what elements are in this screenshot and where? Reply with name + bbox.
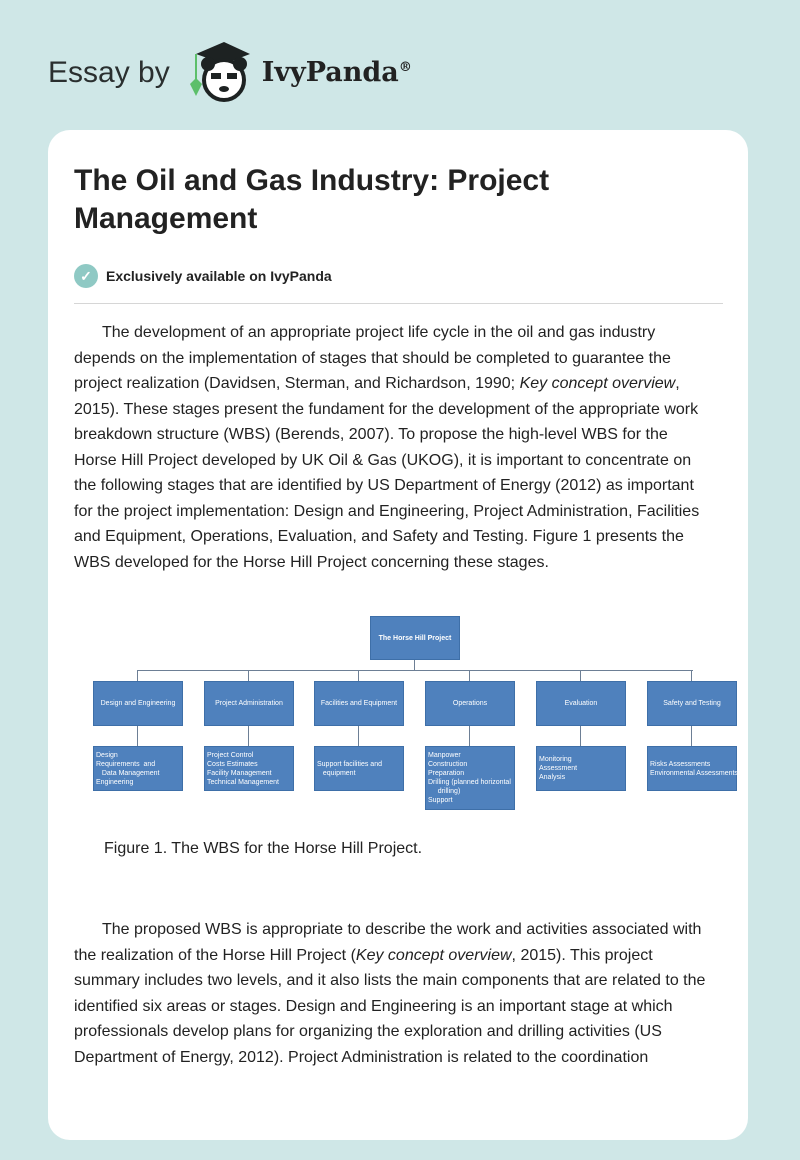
wbs-task-box — [204, 746, 294, 791]
wbs-root-box: The Horse Hill Project — [370, 616, 460, 660]
connector — [248, 670, 249, 681]
wbs-task-item: Design — [96, 751, 118, 759]
connector — [580, 670, 581, 681]
connector — [414, 660, 415, 670]
connector — [137, 670, 138, 681]
wbs-task-box — [314, 746, 404, 791]
wbs-stage-box: Facilities and Equipment — [314, 681, 404, 726]
wbs-stage-box: Operations — [425, 681, 515, 726]
wbs-task-box — [536, 746, 626, 791]
connector — [580, 726, 581, 746]
wbs-task-item: Requirements and — [96, 760, 156, 768]
wbs-task-item: Drilling (planned horizontal — [428, 779, 511, 786]
wbs-task-item: Environmental Assessments — [650, 769, 738, 777]
wbs-task-box — [647, 746, 737, 791]
wbs-stage-box: Project Administration — [204, 681, 294, 726]
wbs-stage-box: Evaluation — [536, 681, 626, 726]
wbs-task-box — [93, 746, 183, 791]
connector — [358, 726, 359, 746]
connector — [691, 726, 692, 746]
figure-caption: Figure 1. The WBS for the Horse Hill Project. — [104, 840, 423, 857]
page-title: The Oil and Gas Industry: Project Management — [74, 164, 550, 235]
connector — [137, 670, 693, 671]
wbs-task-item: Costs Estimates — [207, 760, 258, 768]
wbs-task-item: Project Control — [207, 751, 254, 759]
brand-name: IvyPanda® — [261, 57, 412, 88]
wbs-task-item: Monitoring — [539, 756, 572, 763]
wbs-task-item: Assessment — [539, 765, 578, 772]
wbs-task-item: Analysis — [539, 774, 566, 781]
wbs-task-item: Facility Management — [207, 769, 272, 777]
panda-logo-icon — [188, 40, 254, 106]
wbs-task-item: Preparation — [428, 770, 465, 777]
wbs-task-box — [425, 746, 515, 810]
essay-by-label: Essay by — [48, 55, 170, 89]
paragraph-1: The development of an appropriate project life cycle in the oil and gas industry depends on the implementation of stages that should be completed to guarantee the project realization (Davidsen, Sterman, and Richardson, 1990; Key concept overview, 2015). These stages present the fundament for the development of the appropriate work breakdown structure (WBS) (Berends, 2007). To propose the high-level WBS for the Horse Hill Project developed by UK Oil & Gas (UKOG), it is important to concentrate on the following stages that are identified by US Department of Energy (2012) as important for the project implementation: Design and Engineering, Project Administration, Facilities and Equipment, Operations, Evaluation, and Safety and Testing. Figure 1 presents the WBS developed for the Horse Hill Project concerning these stages. — [74, 324, 700, 571]
essay-card — [48, 130, 748, 1140]
wbs-task-item: drilling) — [428, 788, 461, 795]
check-icon: ✓ — [74, 264, 98, 288]
wbs-task-item: Data Management — [96, 769, 160, 777]
connector — [248, 726, 249, 746]
connector — [137, 726, 138, 746]
wbs-task-item: Support — [428, 797, 453, 804]
wbs-task-item: Manpower — [428, 752, 461, 759]
wbs-stage-box: Safety and Testing — [647, 681, 737, 726]
paragraph-2: The proposed WBS is appropriate to describe the work and activities associated with the realization of the Horse Hill Project (Key concept overview, 2015). This project summary includes two levels, and it also lists the main components that are related to the identified six areas or stages. Design and Engineering is an important stage at which professionals develop plans for organizing the exploration and drilling activities (US Department of Energy, 2012). Project Administration is related to the coordination — [74, 921, 706, 1066]
connector — [691, 670, 692, 681]
wbs-stage-box: Design and Engineering — [93, 681, 183, 726]
site-header — [48, 35, 412, 110]
wbs-task-item: Engineering — [96, 778, 134, 786]
wbs-task-item: Technical Management — [207, 778, 279, 786]
wbs-task-item: Support facilities and — [317, 760, 382, 768]
badge-label: Exclusively available on IvyPanda — [106, 268, 332, 284]
connector — [469, 670, 470, 681]
connector — [469, 726, 470, 746]
wbs-task-item: Construction — [428, 761, 468, 768]
wbs-task-item: equipment — [317, 769, 356, 777]
connector — [358, 670, 359, 681]
wbs-task-item: Risks Assessments — [650, 760, 711, 768]
